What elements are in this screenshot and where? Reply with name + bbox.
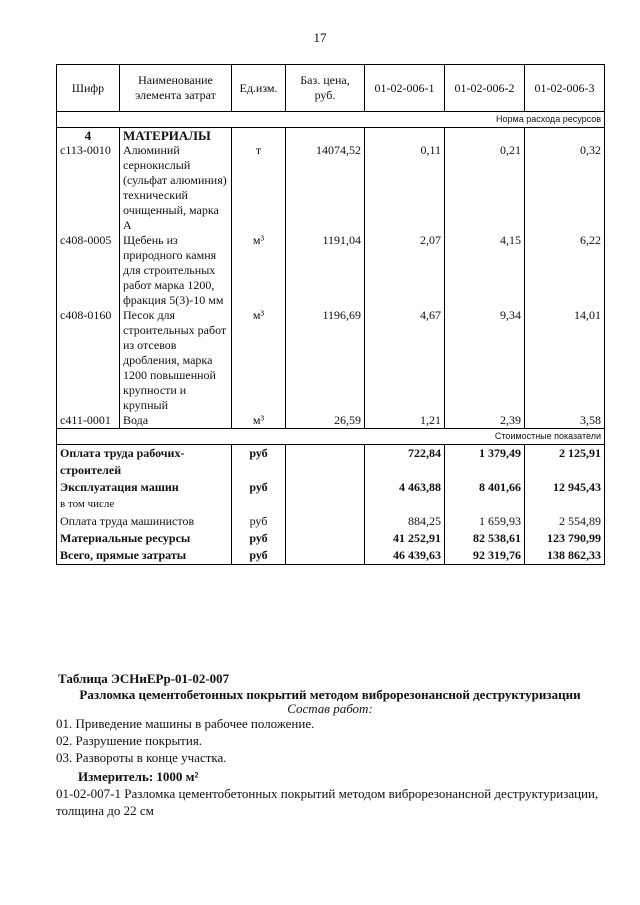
cost-empty-cell xyxy=(286,513,365,530)
operation-item: 03. Развороты в конце участка. xyxy=(56,750,227,765)
material-value-2: 0,21 xyxy=(445,128,525,234)
material-price: 1191,04 xyxy=(286,233,365,308)
cost-row xyxy=(57,445,605,480)
material-value-2: 4,15 xyxy=(445,233,525,308)
material-name-cell xyxy=(120,413,232,429)
cost-row xyxy=(57,513,605,530)
resource-table xyxy=(56,64,605,565)
operation-item: 01. Приведение машины в рабочее положение. xyxy=(56,716,315,731)
meter-label: Измеритель: 1000 м² xyxy=(78,769,199,784)
operations-list xyxy=(56,715,604,766)
material-value-1: 4,67 xyxy=(365,308,445,413)
material-code: с408-0005 xyxy=(60,233,112,247)
cost-value-1: 41 252,91 xyxy=(365,530,445,547)
material-code-cell xyxy=(57,233,120,308)
cost-value-2: 82 538,61 xyxy=(445,530,525,547)
cost-name: Эксплуатация машин xyxy=(60,480,179,494)
material-code-cell xyxy=(57,413,120,429)
cost-name: Всего, прямые затраты xyxy=(60,548,187,562)
material-name: Алюминий сернокислый (сульфат алюминия) технический очищенный, марка А xyxy=(123,143,227,232)
cost-value-1: 4 463,88 xyxy=(365,479,445,513)
cost-value-2: 92 319,76 xyxy=(445,547,525,565)
cost-value-1: 722,84 xyxy=(365,445,445,480)
cost-row xyxy=(57,479,605,513)
cost-value-3: 138 862,33 xyxy=(525,547,605,565)
cost-unit: руб xyxy=(232,513,286,530)
material-unit: м³ xyxy=(232,233,286,308)
material-value-1: 2,07 xyxy=(365,233,445,308)
cost-empty-cell xyxy=(286,479,365,513)
page-number: 17 xyxy=(313,30,327,45)
next-table-title: Таблица ЭСНиЕРр-01-02-007 xyxy=(58,671,230,686)
material-code: с411-0001 xyxy=(60,413,111,427)
material-value-2: 9,34 xyxy=(445,308,525,413)
material-row xyxy=(57,413,605,429)
section-title: МАТЕРИАЛЫ xyxy=(123,128,211,143)
cost-subnote: в том числе xyxy=(60,498,115,510)
cost-value-2: 1 659,93 xyxy=(445,513,525,530)
material-code: с113-0010 xyxy=(60,143,111,157)
material-name: Вода xyxy=(123,413,149,427)
cost-value-3: 12 945,43 xyxy=(525,479,605,513)
material-value-1: 0,11 xyxy=(365,128,445,234)
header-unit: Ед.изм. xyxy=(232,65,286,112)
cost-subheader-row xyxy=(57,429,605,445)
material-value-3: 14,01 xyxy=(525,308,605,413)
cost-name-cell xyxy=(57,479,232,513)
cost-unit: руб xyxy=(232,530,286,547)
header-code: Шифр xyxy=(57,65,120,112)
material-price: 14074,52 xyxy=(286,128,365,234)
cost-empty-cell xyxy=(286,547,365,565)
cost-unit: руб xyxy=(232,479,286,513)
header-col3: 01-02-006-3 xyxy=(525,65,605,112)
composition-label: Состав работ: xyxy=(287,701,373,716)
header-col2: 01-02-006-2 xyxy=(445,65,525,112)
material-name-cell xyxy=(120,233,232,308)
cost-empty-cell xyxy=(286,445,365,480)
material-value-1: 1,21 xyxy=(365,413,445,429)
cost-value-2: 8 401,66 xyxy=(445,479,525,513)
cost-row xyxy=(57,530,605,547)
header-name: Наименование элемента затрат xyxy=(120,65,232,112)
work-description: 01-02-007-1 Разломка цементобетонных покрытий методом виброрезонансной деструктуризации, толщина до 22 см xyxy=(56,786,599,818)
norm-subheader-row xyxy=(57,112,605,128)
next-table-name: Разломка цементобетонных покрытий методом виброрезонансной деструктуризации xyxy=(79,687,581,702)
material-unit: м³ xyxy=(232,413,286,429)
material-value-3: 0,32 xyxy=(525,128,605,234)
cost-value-1: 46 439,63 xyxy=(365,547,445,565)
cost-name-cell xyxy=(57,513,232,530)
norm-label: Норма расхода ресурсов xyxy=(57,112,605,128)
section-number: 4 xyxy=(84,128,92,143)
cost-name-cell xyxy=(57,547,232,565)
material-price: 1196,69 xyxy=(286,308,365,413)
cost-value-3: 2 554,89 xyxy=(525,513,605,530)
header-price: Баз. цена, руб. xyxy=(286,65,365,112)
material-name: Щебень из природного камня для строительных работ марка 1200, фракция 5(3)-10 мм xyxy=(123,233,224,307)
operation-item: 02. Разрушение покрытия. xyxy=(56,733,203,748)
header-col1: 01-02-006-1 xyxy=(365,65,445,112)
cost-name-cell xyxy=(57,530,232,547)
material-price: 26,59 xyxy=(286,413,365,429)
material-unit: т xyxy=(232,128,286,234)
material-value-2: 2,39 xyxy=(445,413,525,429)
cost-name: Материальные ресурсы xyxy=(60,531,191,545)
cost-value-3: 123 790,99 xyxy=(525,530,605,547)
cost-unit: руб xyxy=(232,445,286,480)
cost-value-3: 2 125,91 xyxy=(525,445,605,480)
material-name-cell xyxy=(120,128,232,234)
material-code-cell xyxy=(57,128,120,234)
material-name-cell xyxy=(120,308,232,413)
table-header-row xyxy=(57,65,605,112)
cost-name-cell xyxy=(57,445,232,480)
cost-name: Оплата труда рабочих-строителей xyxy=(60,446,185,477)
material-code: с408-0160 xyxy=(60,308,112,322)
material-row xyxy=(57,128,605,234)
material-value-3: 6,22 xyxy=(525,233,605,308)
material-name: Песок для строительных работ из отсевов дробления, марка 1200 повышенной крупности и крупный xyxy=(123,308,227,412)
material-row xyxy=(57,233,605,308)
cost-value-1: 884,25 xyxy=(365,513,445,530)
material-value-3: 3,58 xyxy=(525,413,605,429)
cost-unit: руб xyxy=(232,547,286,565)
material-code-cell xyxy=(57,308,120,413)
material-row xyxy=(57,308,605,413)
cost-name: Оплата труда машинистов xyxy=(60,514,195,528)
cost-value-2: 1 379,49 xyxy=(445,445,525,480)
cost-label: Стоимостные показатели xyxy=(57,429,605,445)
cost-empty-cell xyxy=(286,530,365,547)
cost-row xyxy=(57,547,605,565)
material-unit: м³ xyxy=(232,308,286,413)
